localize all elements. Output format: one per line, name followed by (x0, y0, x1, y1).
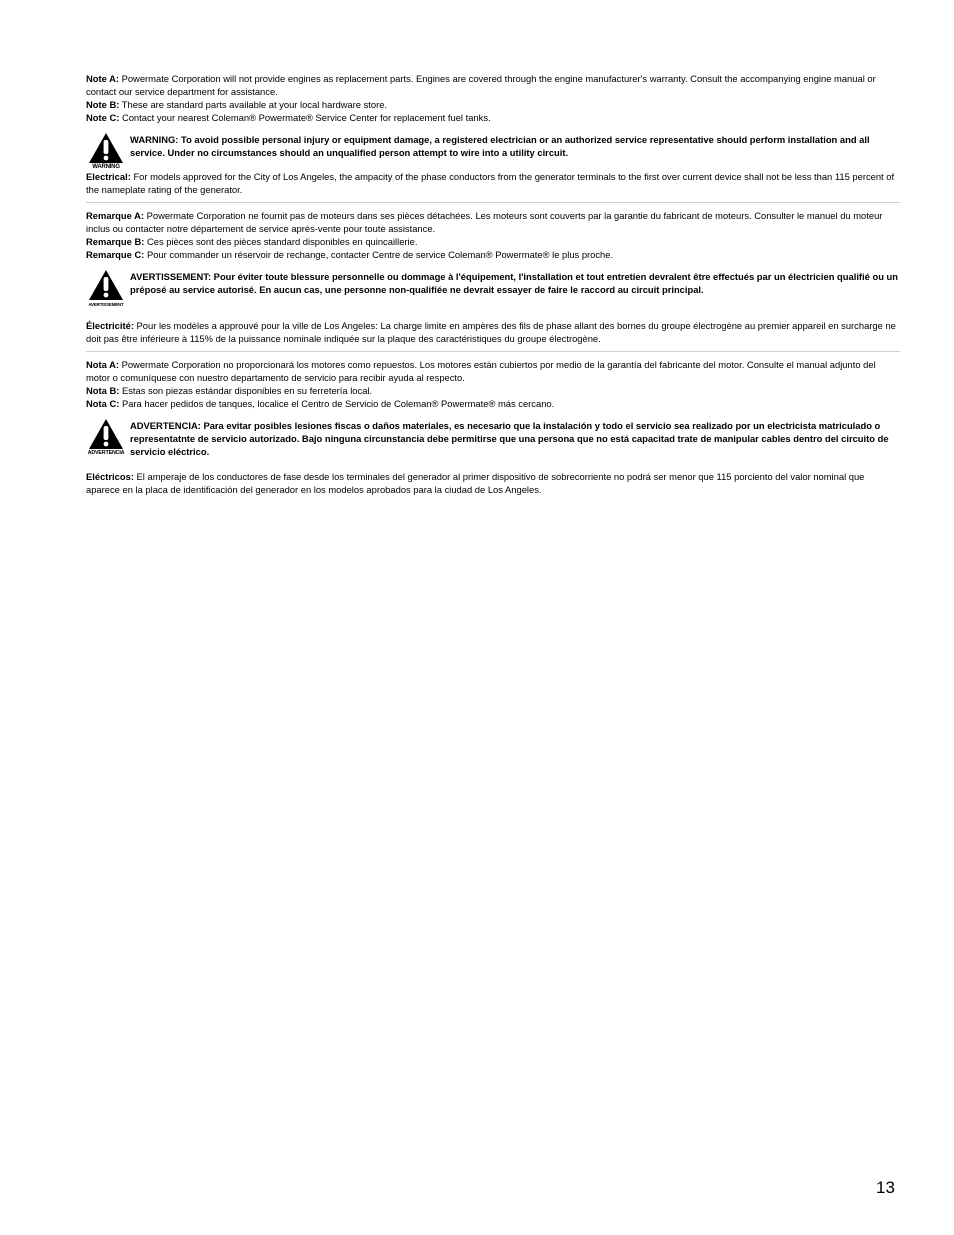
warning-text: WARNING: To avoid possible personal injury or equipment damage, a registered electrician or an authorized service representative should perform installation and all service. Under no circumstances should an unqualified person attempt to wire into a utility circuit. (130, 134, 870, 158)
electricite-label: Électricité: (86, 320, 134, 331)
document-body (86, 72, 900, 496)
remarque-b-text: Ces pièces sont des pièces standard disponibles en quincaillerie. (146, 236, 418, 247)
nota-c-text: Para hacer pedidos de tanques, localice el Centro de Servicio de Coleman® Powermate® más cercano. (121, 398, 555, 409)
section-divider (86, 351, 900, 352)
nota-a-label: Nota A: (86, 359, 119, 370)
remarque-a-label: Remarque A: (86, 210, 144, 221)
avertissement-text: AVERTISSEMENT: Pour éviter toute blessure personnelle ou dommage à l'équipement, l'installation et tout entretien devralent être effectués par un électricien qualifié ou un préposé au service autorisé. En aucun cas, une personne non-qualifiée ne devrait essayer de faire le raccord au circuit principal. (130, 271, 898, 295)
note-c-label: Note C: (86, 112, 120, 123)
nota-b-label: Nota B: (86, 385, 120, 396)
advertencia-block (86, 416, 900, 464)
avertissement-caption: AVERTISSEMENT (88, 302, 124, 307)
note-a-label: Note A: (86, 73, 119, 84)
electricite-text: Pour les modèles a approuvé pour la ville de Los Angeles: La charge limite en ampères des fils de phase allant des bornes du groupe électrogène au premier appareil en surcharge ne doit pas être inférieure à 115% de la puissance nominale indiquée sur la plaque des caractéristiques du groupe électrogène. (86, 320, 896, 344)
warning-caption: WARNING (92, 164, 120, 170)
note-a-text: Powermate Corporation will not provide engines as replacement parts. Engines are covered through the engine manufacturer's warranty. Consult the accompanying engine manual or contact our service department for assistance. (86, 73, 876, 97)
english-section (86, 72, 900, 196)
avertissement-block (86, 267, 900, 313)
warning-block (86, 130, 900, 170)
electricos-note (86, 470, 900, 496)
electrical-label: Electrical: (86, 171, 131, 182)
advertencia-caption: ADVERTENCIA (87, 450, 125, 456)
nota-b-text: Estas son piezas estándar disponibles en su ferretería local. (121, 385, 373, 396)
nota-b (86, 384, 900, 397)
warning-icon (85, 269, 127, 308)
note-b (86, 98, 900, 111)
nota-c (86, 397, 900, 410)
nota-a (86, 358, 900, 384)
electricos-text: El amperaje de los conductores de fase desde los terminales del generador al primer dispositivo de sobrecorriente no podrá ser menor que 115 porciento del valor nominal que aparece en la placa de identificación del generador en los modelos aprobados para la ciudad de Los Angeles. (86, 471, 865, 495)
remarque-c-text: Pour commander un réservoir de rechange, contacter Centre de service Coleman® Powermate® le plus proche. (146, 249, 614, 260)
warning-icon (85, 132, 127, 171)
remarque-b-label: Remarque B: (86, 236, 145, 247)
warning-icon (85, 418, 127, 457)
nota-a-text: Powermate Corporation no proporcionará los motores como repuestos. Los motores están cubiertos por medio de la garantía del fabricante del motor. Consulte el manual adjunto del motor o comuníquese con nuestro departamento de servicio para recibir ayuda al respecto. (86, 359, 876, 383)
remarque-c (86, 248, 900, 261)
remarque-b (86, 235, 900, 248)
remarque-c-label: Remarque C: (86, 249, 145, 260)
advertencia-text: ADVERTENCIA: Para evitar posibles lesiones fiscas o daños materiales, es necesario que la instalación y todo el servicio sea realizado por un electricista matriculado o representatnte de servicio autorizado. Bajo ninguna circunstancia debe permitirse que una persona que no está capacitad trate de manipular cables dentro del circuito de servicio eléctrico. (130, 420, 889, 457)
remarque-a-text: Powermate Corporation ne fournit pas de moteurs dans ses pièces détachées. Les moteurs sont couverts par la garantie du fabricant de moteurs. Consulter le manuel du moteur inclus ou contacter notre département de service après-vente pour toute assistance. (86, 210, 883, 234)
spanish-section (86, 358, 900, 496)
note-a (86, 72, 900, 98)
note-b-label: Note B: (86, 99, 120, 110)
note-b-text: These are standard parts available at your local hardware store. (121, 99, 388, 110)
electricite-note (86, 319, 900, 345)
electrical-text: For models approved for the City of Los Angeles, the ampacity of the phase conductors from the generator terminals to the first over current device shall not be less than 115 percent of the nameplate rating of the generator. (86, 171, 895, 195)
section-divider (86, 202, 900, 203)
french-section (86, 209, 900, 345)
electrical-note (86, 170, 900, 196)
electricos-label: Eléctricos: (86, 471, 134, 482)
page-number: 13 (876, 1178, 895, 1197)
remarque-a (86, 209, 900, 235)
nota-c-label: Nota C: (86, 398, 120, 409)
note-c-text: Contact your nearest Coleman® Powermate® Service Center for replacement fuel tanks. (121, 112, 491, 123)
note-c (86, 111, 900, 124)
